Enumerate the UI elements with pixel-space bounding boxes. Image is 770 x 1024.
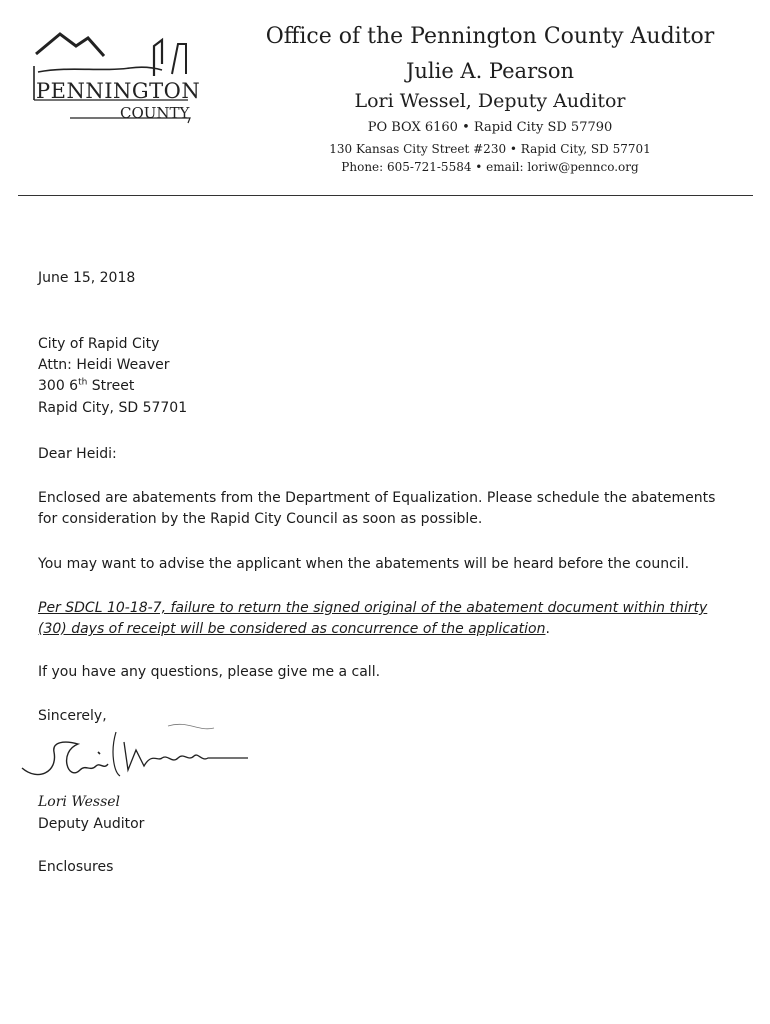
recipient-line-2: Attn: Heidi Weaver [38, 357, 170, 373]
paragraph-1-line-2: for consideration by the Rapid City Council as soon as possible. [38, 511, 483, 527]
contact-info: Phone: 605-721-5584 • email: loriw@pennco.org [341, 160, 639, 174]
recipient-line-4: Rapid City, SD 57701 [38, 400, 188, 416]
logo-name: PENNINGTON [36, 79, 201, 103]
signature-icon [18, 722, 258, 792]
paragraph-1-line-1: Enclosed are abatements from the Department of Equalization. Please schedule the abatements [38, 490, 716, 506]
signer-title: Deputy Auditor [38, 816, 145, 832]
paragraph-3: If you have any questions, please give me a call. [38, 664, 381, 680]
county-logo [30, 28, 200, 128]
office-title: Office of the Pennington County Auditor [265, 24, 715, 49]
enclosures: Enclosures [38, 859, 114, 875]
closing: Sincerely, [38, 708, 107, 724]
logo-county: COUNTY [120, 104, 190, 122]
recipient-line-1: City of Rapid City [38, 336, 160, 352]
deputy-name: Lori Wessel, Deputy Auditor [354, 90, 626, 112]
notice-line-1: Per SDCL 10-18-7, failure to return the signed original of the abatement document within thirty [38, 600, 708, 616]
notice-line-2: (30) days of receipt will be considered as concurrence of the application. [38, 621, 550, 637]
signer-name: Lori Wessel [38, 794, 121, 810]
salutation: Dear Heidi: [38, 446, 117, 462]
header-divider [18, 195, 753, 196]
recipient-line-3: 300 6th Street [38, 377, 135, 394]
paragraph-2: You may want to advise the applicant when the abatements will be heard before the council. [38, 556, 690, 572]
street-address: 130 Kansas City Street #230 • Rapid City, SD 57701 [329, 142, 651, 156]
letter-date: June 15, 2018 [38, 270, 136, 286]
po-box: PO BOX 6160 • Rapid City SD 57790 [367, 120, 613, 135]
auditor-name: Julie A. Pearson [405, 59, 575, 83]
